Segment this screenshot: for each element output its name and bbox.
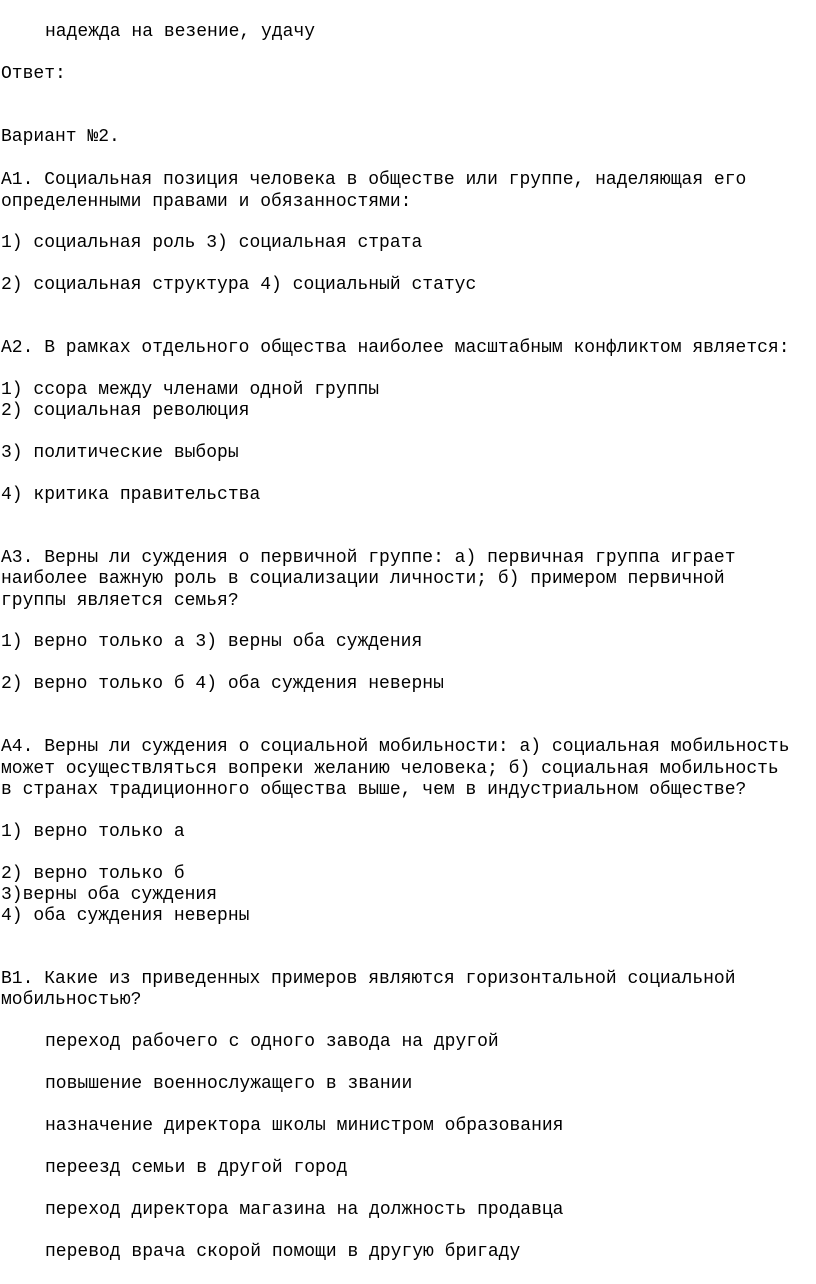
answer-option: 2) верно только б 4) оба суждения неверны [1,674,444,694]
question-stem-b1: мобильностью? [1,990,142,1010]
answer-option: 2) социальная структура 4) социальный статус [1,275,477,295]
question-stem-a3: наиболее важную роль в социализации личности; б) примером первичной [1,569,725,589]
question-stem-a3: А3. Верны ли суждения о первичной группе: а) первичная группа играет [1,548,736,568]
question-stem-a4: может осуществляться вопреки желанию человека; б) социальная мобильность [1,759,779,779]
answer-option: 4) оба суждения неверны [1,906,250,926]
question-stem-a2: А2. В рамках отдельного общества наиболее масштабным конфликтом является: [1,338,790,358]
answer-option: 3) политические выборы [1,443,239,463]
answer-option: назначение директора школы министром образования [45,1116,564,1136]
answer-option: 4) критика правительства [1,485,261,505]
answer-label: Ответ: [1,64,66,84]
answer-option: 2) верно только б [1,864,185,884]
question-stem-a3: группы является семья? [1,591,239,611]
answer-option: переезд семьи в другой город [45,1158,348,1178]
answer-option: повышение военнослужащего в звании [45,1074,413,1094]
answer-option: 1) верно только а [1,822,185,842]
question-stem-a4: А4. Верны ли суждения о социальной мобильности: а) социальная мобильность [1,737,790,757]
answer-option: 3)верны оба суждения [1,885,218,905]
question-stem-a4: в странах традиционного общества выше, чем в индустриальном обществе? [1,780,747,800]
question-stem-a1: А1. Социальная позиция человека в обществе или группе, наделяющая его [1,170,747,190]
question-stem-a1: определенными правами и обязанностями: [1,192,412,212]
answer-option: 1) ссора между членами одной группы [1,380,380,400]
answer-option: 1) социальная роль 3) социальная страта [1,233,423,253]
variant-title: Вариант №2. [1,127,120,147]
answer-option: 2) социальная революция [1,401,250,421]
answer-option: переход рабочего с одного завода на другой [45,1032,499,1052]
answer-option: 1) верно только а 3) верны оба суждения [1,632,423,652]
answer-option: перевод врача скорой помощи в другую бригаду [45,1242,521,1262]
answer-option: переход директора магазина на должность продавца [45,1200,564,1220]
question-stem-b1: В1. Какие из приведенных примеров являются горизонтальной социальной [1,969,736,989]
intro-option: надежда на везение, удачу [45,22,316,42]
